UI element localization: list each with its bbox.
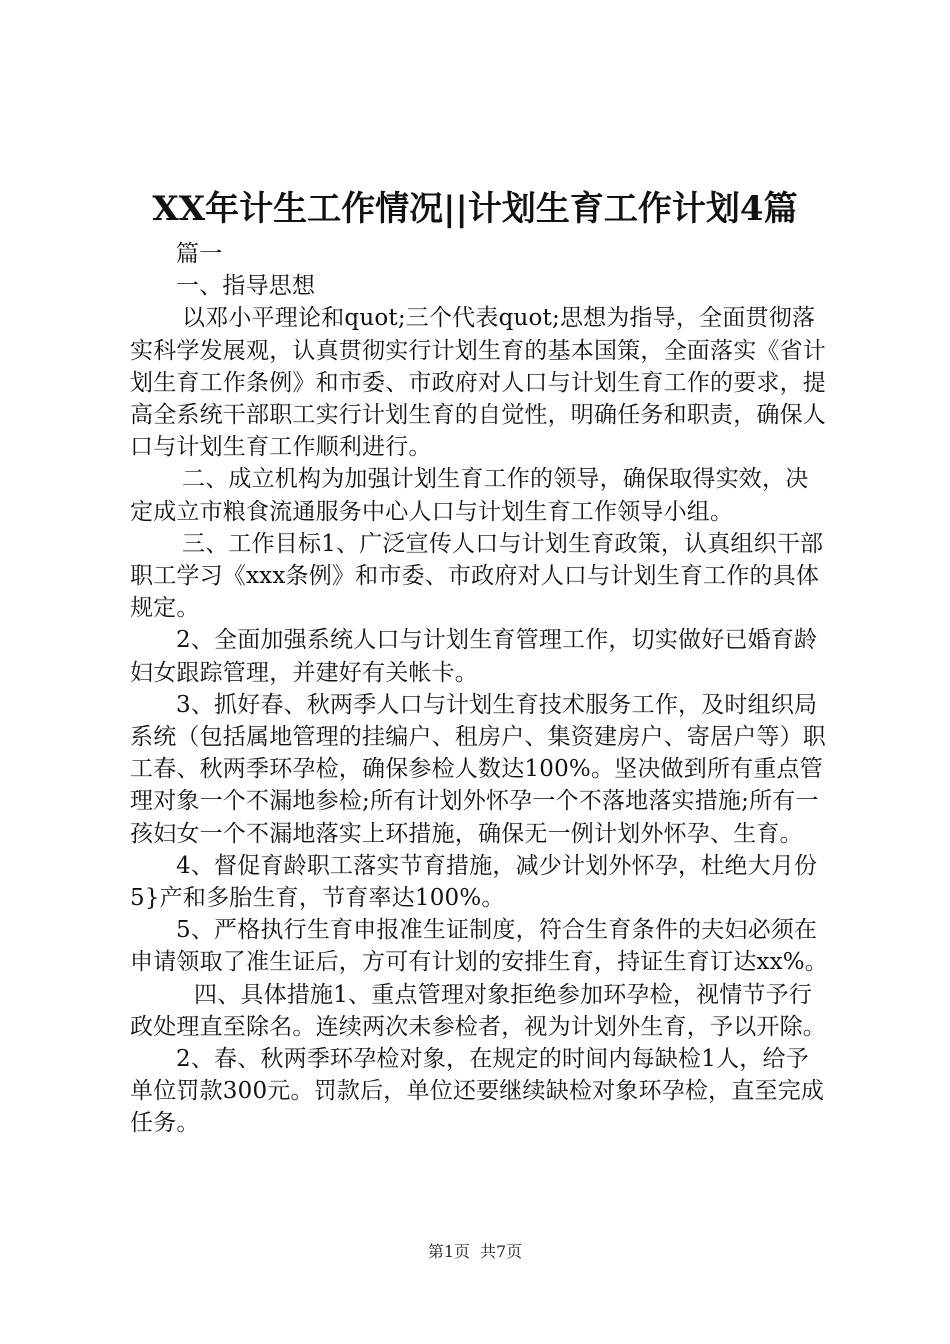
section-heading-part-one: 篇一 (176, 241, 223, 267)
section-heading-guiding-ideology: 一、指导思想 (176, 273, 316, 300)
paragraph-measures-1: 四、具体措施1、重点管理对象拒绝参加环孕检，视情节予行政处理直至除名。连续两次未参检者，视为计划外生育，予以开除。 (130, 981, 826, 1040)
paragraph-guiding-ideology: 以邓小平理论和quot;三个代表quot;思想为指导，全面贯彻落实科学发展观，认真贯彻实行计划生育的基本国策，全面落实《省计划生育工作条例》和市委、市政府对人口与计划生育工作的要求，提高全系统干部职工实行计划生育的自觉性，明确任务和职责，确保人口与计划生育工作顺利进行。 (130, 305, 826, 461)
paragraph-goals-2: 2、全面加强系统人口与计划生育管理工作，切实做好已婚育龄妇女跟踪管理，并建好有关帐卡。 (130, 627, 818, 686)
paragraph-goals-1: 三、工作目标1、广泛宣传人口与计划生育政策，认真组织干部职工学习《xxx条例》和市委、市政府对人口与计划生育工作的具体规定。 (130, 530, 824, 622)
paragraph-goals-4: 4、督促育龄职工落实节育措施，减少计划外怀孕，杜绝大月份5}产和多胎生育，节育率达100%。 (130, 852, 818, 912)
page-number: 第1页 (427, 1242, 470, 1261)
paragraph-goals-5: 5、严格执行生育申报准生证制度，符合生育条件的夫妇必须在申请领取了准生证后，方可有计划的安排生育，持证生育订达xx%。 (130, 917, 828, 976)
document-title: XX年计生工作情况||计划生育工作计划4篇 (152, 189, 798, 229)
paragraph-goals-3: 3、抓好春、秋两季人口与计划生育技术服务工作，及时组织局系统（包括属地管理的挂编户、租房户、集资建房户、寄居户等）职工春、秋两季环孕检，确保参检人数达100%。坚决做到所有重点管理对象一个不漏地参检;所有计划外怀孕一个不落地落实措施;所有一孩妇女一个不漏地落实上环措施，确保无一例计划外怀孕、生育。 (130, 691, 826, 847)
paragraph-organization: 二、成立机构为加强计划生育工作的领导，确保取得实效，决定成立市粮食流通服务中心人口与计划生育工作领导小组。 (130, 466, 809, 525)
page-total: 共7页 (480, 1242, 523, 1261)
paragraph-measures-2: 2、春、秋两季环孕检对象，在规定的时间内每缺检1人，给予单位罚款300元。罚款后，单位还要继续缺检对象环孕检，直至完成任务。 (130, 1046, 825, 1137)
page-footer (0, 1240, 950, 1264)
document-body (130, 238, 830, 1140)
